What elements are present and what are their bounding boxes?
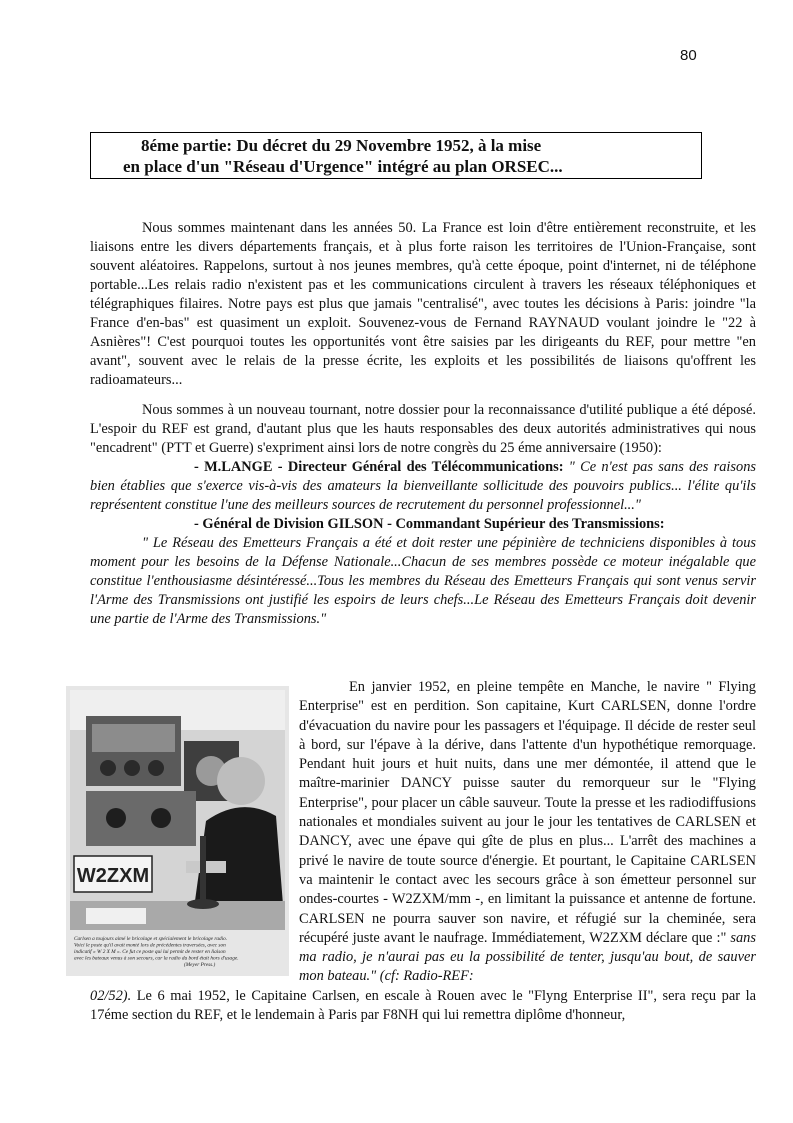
section-title-line-1: 8éme partie: Du décret du 29 Novembre 1952, à la mise xyxy=(141,136,542,155)
paragraph-4 xyxy=(90,987,756,1025)
quote-lange xyxy=(90,458,756,515)
quotes-section xyxy=(90,401,756,629)
radio-station-photo xyxy=(66,686,289,976)
photo-caption: Carlsen a toujours aimé le bricolage et spécialement le bricolage radio. Voici le poste qu'il avait monté lors de précédentes traversées, avec son indicatif « W 2 X M ». Ce fut ce poste qui lui permit de rester en liaison avec les bateaux venus à son secours, car la radio du bord était hors d'usage. (Meyer Press.) xyxy=(74,936,239,968)
paragraph-1: Nous sommes maintenant dans les années 50. La France est loin d'être entièrement reconstruite, et les liaisons entre les divers départements français, et à plus forte raison les territoires de l'Union-Française, sont souvent aléatoires. Rappelons, surtout à nos jeunes membres, qu'à cette époque, point d'internet, ni de téléphone portable...Les relais radio n'existent pas et les communications circulent à travers les réseaux téléphoniques et télégraphiques filaires. Notre pays est plus que jamais "centralisé", avec toutes les décisions à Paris: joindre "la France d'en-bas" est quasiment un exploit. Souvenez-vous de Fernand RAYNAUD voulant joindre le "22 à Asnières"! C'est pourquoi toutes les opportunités vont être saisies par les dirigeants du REF, pour mettre "en avant", souvent avec le relais de la presse écrite, les exploits et les possibilités de liaisons qu'offrent les radioamateurs... xyxy=(90,220,756,388)
call-sign-plate: W2ZXM xyxy=(76,865,150,887)
quote-lange-text: " Ce n'est pas sans des raisons bien établies que s'exerce vis-à-vis des amateurs la bienveillante sollicitude des pouvoirs publics... l'élite qu'ils représentent constitue l'une des meilleurs sources de recrutement du personnel professionnel..." xyxy=(90,459,757,513)
quote-gilson-text: " Le Réseau des Emetteurs Français a été et doit rester une pépinière de techniciens disponibles à tous moment pour les besoins de la Défense Nationale...Chacun de ses membres possède ce moteur inégalable que constitue l'enthousiasme désintéressé...Tous les membres du Réseau des Emetteurs Français qui sont venus servir l'Arme des Transmissions ont justifié les espoirs de leurs chefs...Le Réseau des Emetteurs Français doit devenir une partie de l'Arme des Transmissions." xyxy=(90,535,756,627)
intro-section xyxy=(90,219,756,390)
section-title-line-2: en place d'un "Réseau d'Urgence" intégré au plan ORSEC... xyxy=(123,157,563,176)
paragraph-2: Nous sommes à un nouveau tournant, notre dossier pour la reconnaissance d'utilité publique a été déposé. L'espoir du REF est grand, d'autant plus que les hauts responsables des deux autorités administratives qui nous "encadrent" (PTT et Guerre) s'expriment ainsi lors de notre congrès du 25 éme anniversaire (1950): xyxy=(90,402,756,456)
quote-lange-speaker: - M.LANGE - Directeur Général des Télécommunications: xyxy=(194,459,564,475)
paragraph-3 xyxy=(299,678,756,987)
quote-gilson-speaker: - Général de Division GILSON - Commandant Supérieur des Transmissions: xyxy=(194,516,665,532)
paragraph-4-text: Le 6 mai 1952, le Capitaine Carlsen, en escale à Rouen avec le "Flyng Enterprise II", sera reçu par la 17éme section du REF, et le lendemain à Paris par F8NH qui lui remettra diplôme d'honneur, xyxy=(90,988,756,1023)
page-number: 80 xyxy=(680,47,697,64)
section-title-box xyxy=(90,132,702,179)
carlsen-story xyxy=(299,678,756,987)
paragraph-3-quote: sans ma radio, je n'aurai pas eu la possibilité de tenter, jusqu'au bout, de sauver mon bateau." (cf: Radio-REF: xyxy=(299,929,756,985)
carlsen-story-continued xyxy=(90,987,756,1025)
paragraph-4-ref: 02/52). xyxy=(90,988,132,1004)
paragraph-3-text: En janvier 1952, en pleine tempête en Manche, le navire " Flying Enterprise" est en perdition. Son capitaine, Kurt CARLSEN, donne l'ordre d'évacuation du navire pour les passagers et l'équipage. Il décide de rester seul à bord, sur l'épave à la dérive, dans l'attente d'un hypothétique remorquage. Pendant huit jours et huit nuits, dans une mer démontée, il attend que le maître-marinier DANCY puisse sauter du remorqueur sur le "Flying Enterprise", pour placer un câble sauveur. Toute la presse et les radiodiffusions nationales et mondiales suivent au jour le jour les tentatives de CARLSEN et DANCY, avec une épave qui gîte de plus en plus... L'arrêt des machines a privé le navire de toute source d'énergie. Et pourtant, le Capitaine CARLSEN va maintenir le contact avec les secours grâce à son émetteur personnel sur ondes-courtes - W2ZXM/mm -, en limitant la puissance et antenne de fortune. CARLSEN ne pourra sauver son navire, et réfugié sur la cheminée, sera récupéré juste avant le naufrage. Immédiatement, W2ZXM déclare que :" xyxy=(299,679,756,946)
quote-gilson xyxy=(90,515,756,534)
